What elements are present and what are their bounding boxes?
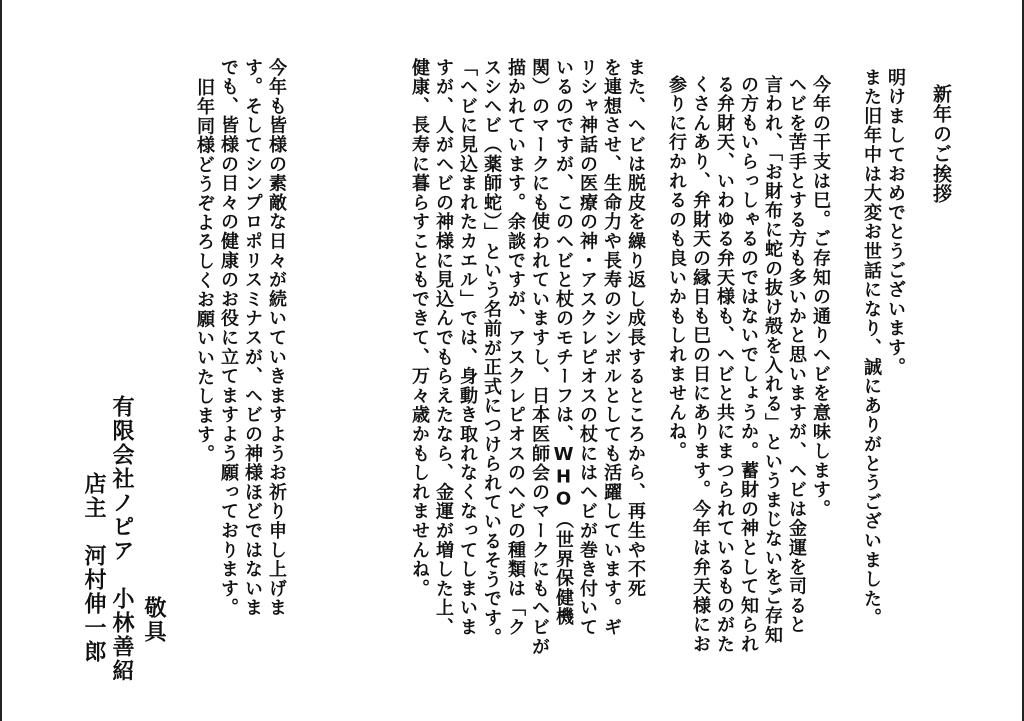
letter-line: 関）のマークにも使われていますし、日本医師会のマークにもヘビが bbox=[529, 58, 550, 657]
letter-line: 参りに行かれるのも良いかもしれませんね。 bbox=[666, 75, 687, 461]
letter-line: る弁財天、いわゆる弁天様も、ヘビと共にまつられているものがた bbox=[714, 75, 735, 654]
closing-word: 敬具 bbox=[141, 596, 166, 644]
letter-line: を連想させ、生命力や長寿のシンボルとしても活躍しています。ギ bbox=[601, 58, 622, 637]
letter-line: また旧年中は大変お世話になり、誠にありがとうございました。 bbox=[861, 68, 882, 628]
letter-line: また、ヘビは脱皮を繰り返し成長するところから、再生や不死 bbox=[625, 58, 646, 599]
letter-line: でも、皆様の日々の健康のお役に立てますよう願っております。 bbox=[218, 58, 239, 618]
letter-line: ヘビを苦手とする方も多いかと思いますが、ヘビは金運を司ると bbox=[786, 75, 807, 635]
owner-signature: 店主 河村伸一郎 bbox=[81, 472, 106, 664]
letter-line: すが、人がヘビの神様に見込んでもらえたなら、金運が増した上、 bbox=[433, 58, 454, 637]
letter-line: 「ヘビに見込まれたカエル」では、身動き取れなくなってしまいま bbox=[457, 58, 478, 637]
letter-line: 健康、長寿に暮らすこともできて、万々歳かもしれませんね。 bbox=[409, 58, 430, 599]
letter-line: リシャ神話の医療の神・アスクレピオスの杖にはヘビが巻き付いて bbox=[577, 58, 598, 637]
letter-title: 新年のご挨拶 bbox=[930, 84, 952, 204]
letter-line: 描かれています。余談ですが、アスクレピオスのヘビの種類は「ク bbox=[505, 58, 526, 637]
letter-line: 言われ、「お財布に蛇の抜け殻を入れる」というまじないをご存知 bbox=[762, 75, 783, 645]
letter-line: の方もいらっしゃるのではないでしょうか。蓄財の神として知られ bbox=[738, 75, 759, 654]
letter-line: 今年の干支は巳。ご存知の通りヘビを意味します。 bbox=[810, 75, 831, 519]
letter-line: 旧年同様どうぞよろしくお願いいたします。 bbox=[194, 78, 215, 464]
letter-line: 明けましておめでとうございます。 bbox=[885, 68, 906, 377]
letter-line: くさんあり、弁財天の縁日も巳の日にあります。今年は弁天様にお bbox=[690, 75, 711, 654]
letter-line: いるのですが、このヘビと杖のモチーフは、WHO（世界保健機 bbox=[553, 58, 574, 627]
letter-line: スシヘビ（薬師蛇）」という名前が正式につけられているそうです。 bbox=[481, 58, 502, 648]
letter-line: す。そしてシンプロポリスミナスが、ヘビの神様ほどではないま bbox=[242, 58, 263, 618]
company-signature: 有限会社ノピア 小林善紹 bbox=[109, 395, 134, 683]
letter-line: 今年も皆様の素敵な日々が続いていきますようお祈り申し上げま bbox=[266, 58, 287, 618]
